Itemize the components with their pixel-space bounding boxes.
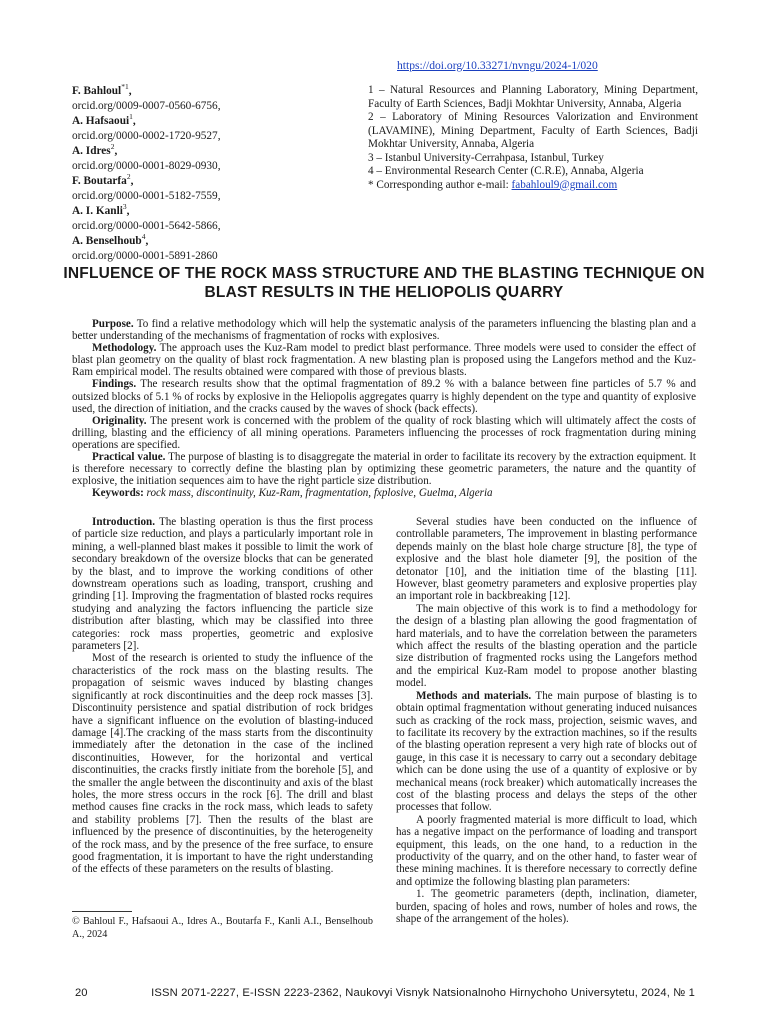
body-paragraph-label: Methods and materials. [416,689,532,702]
author-orcid: orcid.org/0000-0002-1720-9527, [72,130,221,142]
affiliation: 3 – Istanbul University-Cerrahpasa, Istanbul, Turkey [368,151,604,164]
body-paragraph [396,516,697,603]
body-paragraph-text: Most of the research is oriented to study the influence of the characteristics of the rock mass on the blasting results. The propagation of seismic waves induced by blasting changes significantly at rock discontinuities and the deep rock masses [3]. Discontinuity persistence and spatial distribution of rock bridges have a significant influence on the evolution of blasting-induced damage [4].The cracking of the mass starts from the discontinuity immediately after the detonation in the case of the inclined discontinuities, However, for the horizontal and vertical discontinuities, the cracks firstly initiate from the borehole [5], and the smaller the angle between the discontinuity and axis of the blast holes, the more stress occurs in the rock [6]. The drill and blast method causes fine cracks in the rock mass, which leads to safety and stability problems [7]. Then the results of the blast are influenced by the presence of discontinuities, by the heterogeneity of the rock mass, and by the presence of the free surface, to ensure good fragmentation, it is important to have the right understanding of the effects of these parameters on the results of blasting. [72,652,373,876]
abstract-section-text: The research results show that the optimal fragmentation of 89.2 % with a balance between fine particles of 5.7 % and outsized blocks of 5.1 % of rocks by explosive in the Heliopolis aggregates quarry is highly dependent on the type and quantity of explosive used, the direction of initiation, and the cracks caused by the waves of shock (back effects). [72,378,696,415]
body-column-left [72,516,373,876]
affiliation: 2 – Laboratory of Mining Resources Valorization and Environment (LAVAMINE), Mining Department, Faculty of Earth Sciences, Badji Mokhtar University, Annaba, Algeria [368,111,698,150]
body-paragraph [396,603,697,690]
abstract-section-text: The approach uses the Kuz-Ram model to predict blast performance. Three models were used to consider the effect of blast plan geometry on the quality of blast rock fragmentation. A new blasting plan is proposed using the Langefors method and the Kuz-Ram empirical model. The results obtained were compared with those of previous blasts. [72,342,696,379]
author-orcid: orcid.org/0000-0001-8029-0930, [72,160,221,172]
body-paragraph-text: A poorly fragmented material is more difficult to load, which has a negative impact on the performance of loading and transport equipment, this leads, on the one hand, to a reduction in the productivity of the quarry, and on the other hand, to faster wear of these mining machines. It is therefore necessary to correctly define and optimize the following blasting plan parameters: [396,813,697,888]
author-name [72,144,362,159]
body-paragraph-text: Several studies have been conducted on the influence of controllable parameters, The improvement in blasting performance depends mainly on the blast hole charge structure [8], the type of explosive and the blast hole diameter [9], the position of the detonator [10], and the initiation time of the blasting [11]. However, blast geometry parameters and explosive properties play an important role in backbreaking [12]. [396,516,697,603]
author-separator: , [145,235,149,247]
journal-issn-line: ISSN 2071-2227, E-ISSN 2223-2362, Naukovyi Visnyk Natsionalnoho Hirnychoho Universytetu, 2024, № 1 [151,987,695,999]
author-orcid: orcid.org/0000-0001-5642-5866, [72,220,221,232]
body-paragraph-text: The main objective of this work is to find a methodology for the design of a blasting plan allowing the good fragmentation of hard materials, and to have the correlation between the parameters which affect the results of the blasting operation and the particle size distribution of fragmented rocks using the Langefors method and the empirical Kuz-Ram model to propose another blasting model. [396,602,697,690]
body-paragraph [396,888,697,925]
author-list [72,84,362,264]
abstract-section-text: To find a relative methodology which will help the systematic analysis of the parameters influencing the blasting plan and a better understanding of the mechanisms of fragmentation of rocks with explosives. [72,318,696,343]
abstract-section-label: Methodology. [92,342,157,355]
corresponding-prefix: * Corresponding author e-mail: [368,178,512,191]
corresponding-author [368,179,698,193]
abstract [72,318,696,499]
body-paragraph-text: The main purpose of blasting is to obtain optimal fragmentation without generating induced nuisances such as cracking of the rock mass, projection, seismic waves, and to facilitate its recovery by the extraction machines, so if the results of the blasting operation represent a very high rate of blocks out of gauge, in this case it is necessary to carry out a secondary debitage which can be done using the use of a quantity of explosive or by mechanical means (rock breaker) which automatically increases the cost of the blasting process and delays the steps of the other processes that follow. [396,689,697,814]
author-affiliation-mark: 2 [126,172,131,182]
abstract-section [72,415,696,451]
keywords-text: rock mass, discontinuity, Kuz-Ram, fragmentation, fxplosive, Guelma, Algeria [143,487,493,500]
keywords [72,487,696,499]
body-paragraph [72,652,373,875]
abstract-section-label: Originality. [92,414,147,427]
author-separator: , [130,175,134,187]
abstract-section-text: The present work is concerned with the problem of the quality of rock blasting which will ultimately affect the costs of drilling, blasting and the efficiency of all mining operations. Parameters influencing the processes of rock fragmentation during mining operations are specified. [72,414,696,451]
abstract-section-label: Purpose. [92,318,134,330]
affiliation: 1 – Natural Resources and Planning Laboratory, Mining Department, Faculty of Earth Sciences, Badji Mokhtar University, Annaba, Algeria [368,84,698,110]
body-paragraph-text: 1. The geometric parameters (depth, inclination, diameter, burden, spacing of holes and rows, number of holes and rows, the shape of the arrangement of the holes). [396,888,697,925]
author-name [72,204,362,219]
abstract-section [72,451,696,487]
author-name [72,174,362,189]
abstract-section-label: Practical value. [92,451,166,464]
article-title: INFLUENCE OF THE ROCK MASS STRUCTURE AND THE BLASTING TECHNIQUE ON BLAST RESULTS IN THE HELIOPOLIS QUARRY [63,265,705,301]
body-paragraph [72,516,373,652]
footnote-rule [72,911,132,912]
author-name [72,114,362,129]
body-paragraph [396,814,697,888]
author-name-text: F. Boutarfa [72,175,127,187]
author-separator: , [126,205,130,217]
author-orcid: orcid.org/0000-0001-5182-7559, [72,190,221,202]
author-name-text: F. Bahloul [72,85,122,97]
author-name [72,234,362,249]
abstract-section [72,318,696,342]
corresponding-email-link[interactable]: fabahloul9@gmail.com [511,178,618,191]
author-name-text: A. Hafsaoui [72,115,130,127]
author-affiliation-mark: 3 [122,202,127,212]
abstract-section-label: Findings. [92,378,137,391]
abstract-section-text: The purpose of blasting is to disaggregate the material in order to facilitate its recovery by the extraction equipment. It is therefore necessary to correctly define the blasting plan by optimizing these geometric parameters, the nature and the quantity of explosive, the initiation sequences aim to have the right particle size distribution. [72,451,696,488]
copyright-note: © Bahloul F., Hafsaoui A., Idres A., Boutarfa F., Kanli A.I., Benselhoub A., 2024 [72,916,373,940]
author-affiliation-mark: 4 [141,232,146,242]
author-name-text: A. I. Kanli [72,205,123,217]
author-separator: , [114,145,118,157]
doi-link[interactable]: https://doi.org/10.33271/nvngu/2024-1/020 [397,59,598,72]
author-affiliation-mark: 2 [110,142,115,152]
author-separator: , [128,85,132,97]
body-paragraph-label: Introduction. [92,516,155,528]
abstract-section [72,378,696,414]
author-orcid: orcid.org/0009-0007-0560-6756, [72,100,221,112]
author-affiliation-mark: *1 [121,82,129,92]
author-name-text: A. Benselhoub [72,235,142,247]
body-paragraph-text: The blasting operation is thus the first process of particle size reduction, and plays a particularly important role in mining, a well-planned blast makes it possible to limit the work of secondary breakdown of the oversize blocks that can be generated by the blast, and to improve the working conditions of other downstream operations such as loading, transport, crushing and grinding [1]. Improving the fragmentation of blasted rocks requires studying and analyzing the factors influencing the particle size distribution after blasting, which may be classified into three categories: rock mass properties, geometric and explosive parameters [2]. [72,516,373,653]
author-name-text: A. Idres [72,145,111,157]
abstract-section [72,342,696,378]
author-separator: , [132,115,136,127]
author-orcid: orcid.org/0000-0001-5891-2860 [72,250,218,262]
body-paragraph [396,690,697,814]
affiliation: 4 – Environmental Research Center (C.R.E), Annaba, Algeria [368,165,644,177]
page-number: 20 [75,987,88,999]
author-affiliation-mark: 1 [129,112,133,122]
affiliations [368,84,698,192]
keywords-label: Keywords: [92,487,144,500]
author-name [72,84,362,99]
body-column-right [396,516,697,925]
doi-line [397,59,598,72]
